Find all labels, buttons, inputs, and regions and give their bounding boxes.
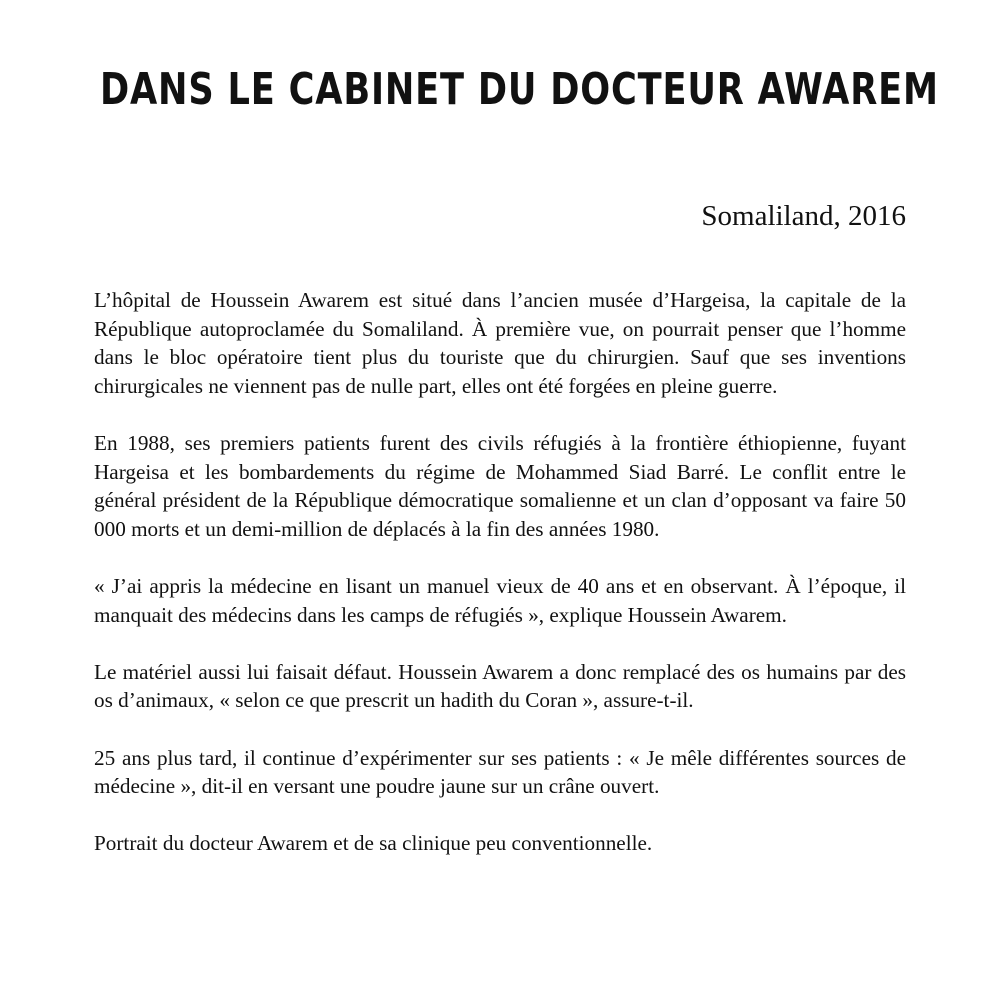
paragraph-intro: L’hôpital de Houssein Awarem est situé dans l’ancien musée d’Hargeisa, la capitale de la République autoproclamée du Somaliland. À première vue, on pourrait penser que l’homme dans le bloc opératoire tient plus du touriste que du chirurgien. Sauf que ses inventions chirurgicales ne viennent pas de nulle part, elles ont été forgées en pleine guerre. — [94, 288, 906, 398]
article-dateline: Somaliland, 2016 — [701, 200, 906, 232]
paragraph-materials: Le matériel aussi lui faisait défaut. Houssein Awarem a donc remplacé des os humains par des os d’animaux, « selon ce que prescrit un hadith du Coran », assure-t-il. — [94, 659, 906, 713]
paragraph-quote-medicine: « J’ai appris la médecine en lisant un manuel vieux de 40 ans et en observant. À l’époque, il manquait des médecins dans les camps de réfugiés », explique Houssein Awarem. — [94, 573, 906, 627]
paragraph-closing: Portrait du docteur Awarem et de sa clinique peu conventionnelle. — [94, 831, 653, 856]
article-body — [94, 286, 906, 858]
paragraph-history: En 1988, ses premiers patients furent des civils réfugiés à la frontière éthiopienne, fuyant Hargeisa et les bombardements du régime de Mohammed Siad Barré. Le conflit entre le général président de la République démocratique somalienne et un clan d’opposant va faire 50 000 morts et un demi-million de déplacés à la fin des années 1980. — [94, 430, 906, 541]
paragraph-experiments: 25 ans plus tard, il continue d’expérimenter sur ses patients : « Je mêle différentes sources de médecine », dit-il en versant une poudre jaune sur un crâne ouvert. — [94, 745, 906, 799]
article-title: DANS LE CABINET DU DOCTEUR AWAREM — [100, 64, 939, 115]
